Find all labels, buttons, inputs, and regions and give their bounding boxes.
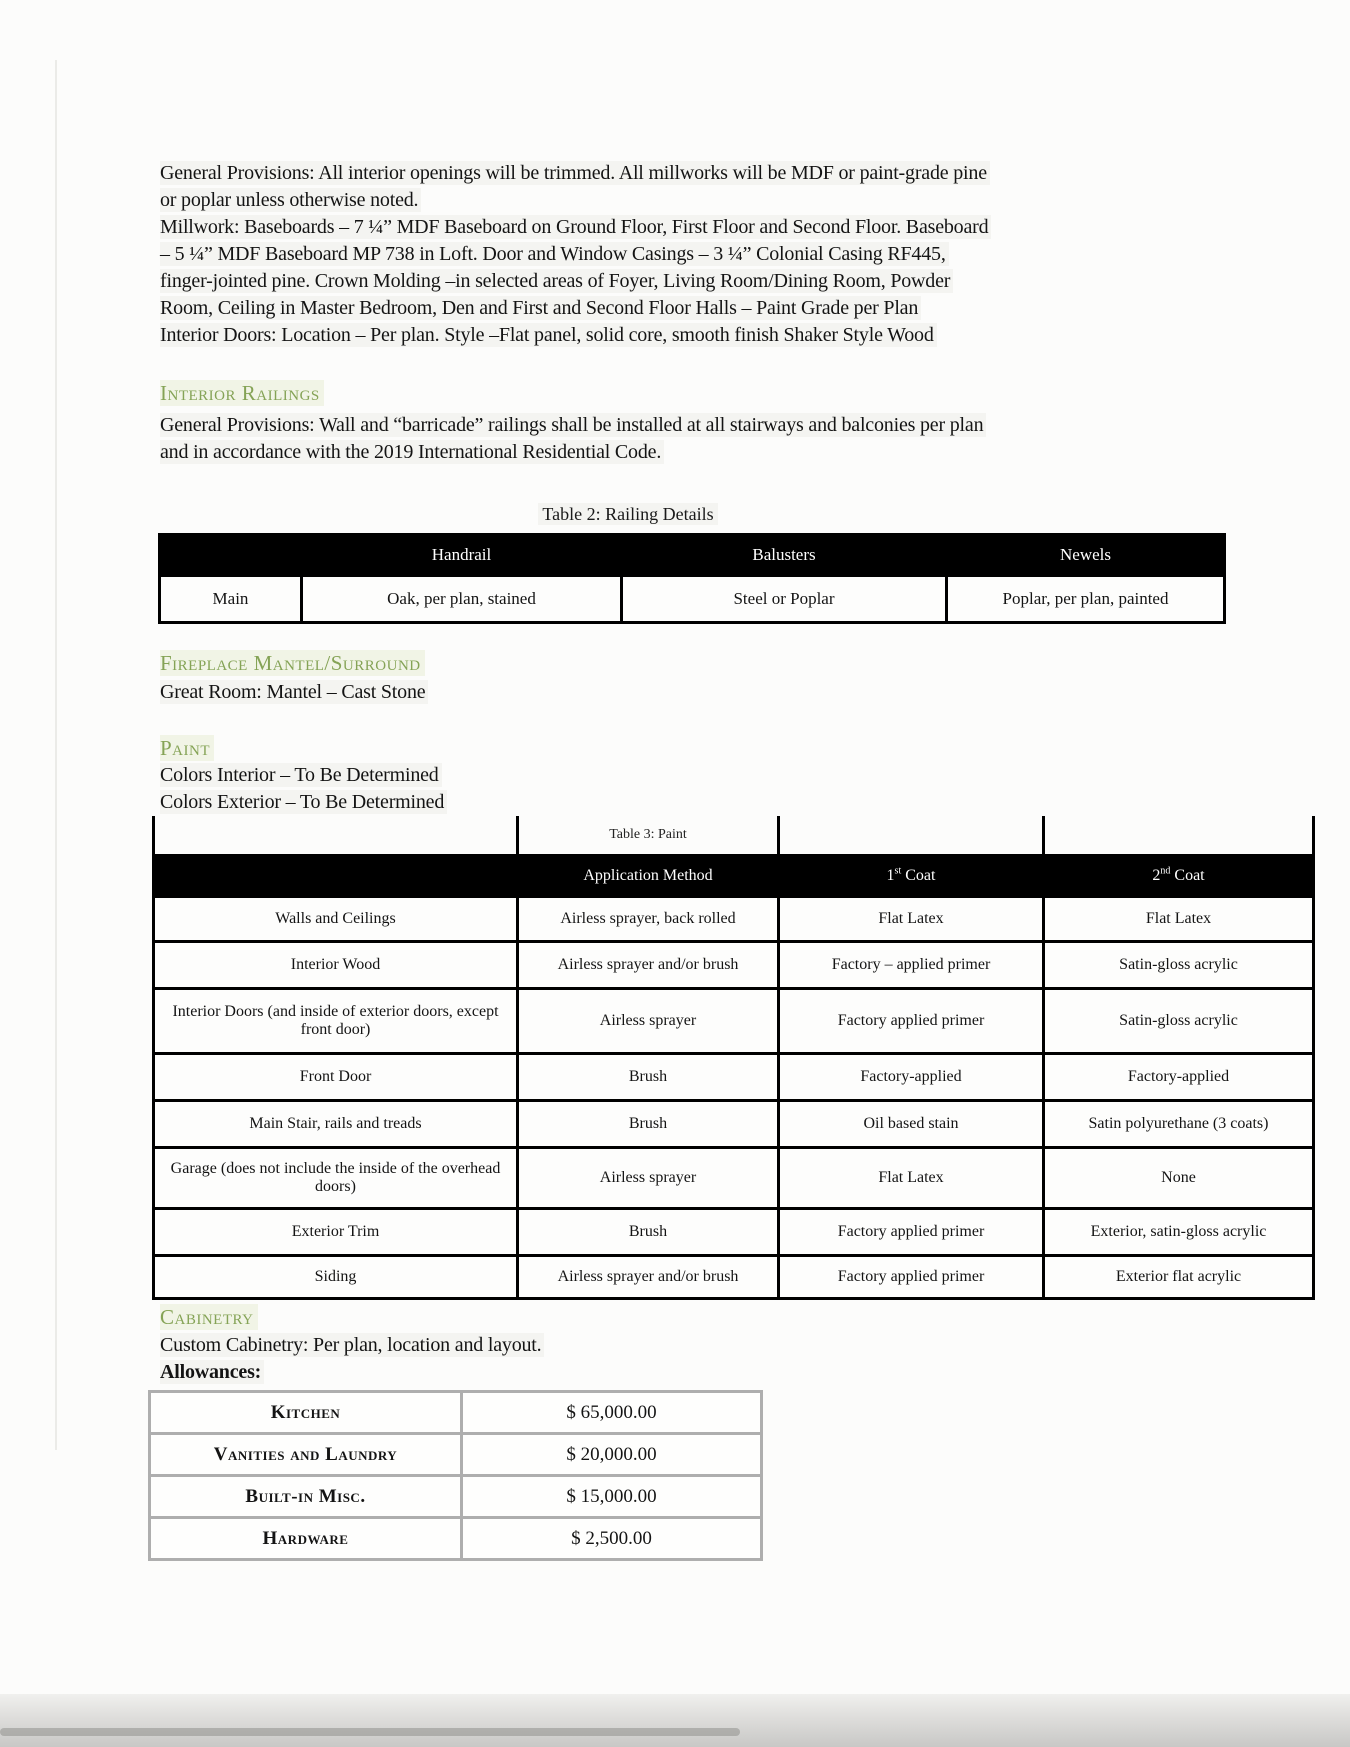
paint-table-caption-row	[154, 816, 1314, 856]
section-heading-interior-railings: Interior Railings	[160, 380, 324, 406]
paint-cell: Siding	[154, 1256, 518, 1299]
table-row	[154, 1209, 1314, 1256]
text-line: Allowances:	[160, 1359, 264, 1386]
table-row	[154, 989, 1314, 1054]
allowance-amount: $ 15,000.00	[462, 1476, 762, 1518]
paint-cell: Brush	[518, 1209, 779, 1256]
paint-header-second-coat: 2nd Coat	[1044, 856, 1314, 897]
paint-cell: Flat Latex	[779, 1148, 1044, 1209]
paint-table-header-row	[154, 856, 1314, 897]
paint-header-application-method: Application Method	[518, 856, 779, 897]
table-row	[154, 1054, 1314, 1101]
allowance-item: Hardware	[150, 1518, 462, 1560]
paint-cell: Factory-applied	[779, 1054, 1044, 1101]
table-row	[150, 1392, 762, 1434]
paint-cell: Exterior Trim	[154, 1209, 518, 1256]
paint-cell: Walls and Ceilings	[154, 897, 518, 942]
caption-blank	[154, 816, 518, 856]
allowances-table	[148, 1390, 763, 1561]
table-row	[154, 1148, 1314, 1209]
paint-cell: Flat Latex	[779, 897, 1044, 942]
cabinetry-paragraph	[160, 1332, 544, 1359]
text-line: Colors Interior – To Be Determined	[160, 762, 447, 789]
allowance-amount: $ 2,500.00	[462, 1518, 762, 1560]
paint-cell: Factory-applied	[1044, 1054, 1314, 1101]
paint-cell: Oil based stain	[779, 1101, 1044, 1148]
text-line: Custom Cabinetry: Per plan, location and layout.	[160, 1332, 544, 1359]
paint-header-blank	[154, 856, 518, 897]
table-row	[160, 576, 1225, 623]
text-line: Interior Doors: Location – Per plan. Style –Flat panel, solid core, smooth finish Shaker Style Wood	[160, 322, 991, 349]
allowance-amount: $ 20,000.00	[462, 1434, 762, 1476]
paint-cell: Main Stair, rails and treads	[154, 1101, 518, 1148]
paint-cell: Exterior flat acrylic	[1044, 1256, 1314, 1299]
paint-cell: Factory applied primer	[779, 989, 1044, 1054]
allowance-amount: $ 65,000.00	[462, 1392, 762, 1434]
fireplace-paragraph	[160, 679, 428, 706]
scan-bottom-smudge	[0, 1728, 740, 1736]
text-line: Millwork: Baseboards – 7 ¼” MDF Baseboard on Ground Floor, First Floor and Second Floor. Baseboard	[160, 214, 991, 241]
railing-table-header-row	[160, 535, 1225, 576]
table-row	[150, 1476, 762, 1518]
paint-table	[152, 816, 1315, 1300]
scan-edge-artifact	[55, 60, 57, 1450]
allowance-item: Kitchen	[150, 1392, 462, 1434]
paint-cell: Interior Wood	[154, 942, 518, 989]
railing-table-caption: Table 2: Railing Details	[158, 503, 1098, 525]
paint-cell: None	[1044, 1148, 1314, 1209]
paint-cell: Brush	[518, 1101, 779, 1148]
railing-cell: Steel or Poplar	[622, 576, 947, 623]
railing-table	[158, 533, 1226, 624]
railing-header-newels: Newels	[947, 535, 1225, 576]
scan-bottom-band	[0, 1694, 1350, 1747]
table-row	[150, 1518, 762, 1560]
table-row	[154, 1101, 1314, 1148]
paint-cell: Factory applied primer	[779, 1256, 1044, 1299]
text-line: – 5 ¼” MDF Baseboard MP 738 in Loft. Door and Window Casings – 3 ¼” Colonial Casing RF445,	[160, 241, 991, 268]
railing-cell: Poplar, per plan, painted	[947, 576, 1225, 623]
intro-paragraph	[160, 160, 991, 349]
paint-cell: Interior Doors (and inside of exterior doors, except front door)	[154, 989, 518, 1054]
text-line: General Provisions: Wall and “barricade” railings shall be installed at all stairways and balconies per plan	[160, 412, 986, 439]
paint-table-caption: Table 3: Paint	[518, 816, 779, 856]
interior-railings-paragraph	[160, 412, 986, 466]
caption-blank	[1044, 816, 1314, 856]
paint-cell: Airless sprayer	[518, 989, 779, 1054]
railing-header-blank	[160, 535, 302, 576]
paint-cell: Airless sprayer	[518, 1148, 779, 1209]
text-line: or poplar unless otherwise noted.	[160, 187, 991, 214]
caption-blank	[779, 816, 1044, 856]
railing-cell: Main	[160, 576, 302, 623]
paint-cell: Satin-gloss acrylic	[1044, 989, 1314, 1054]
text-line: and in accordance with the 2019 International Residential Code.	[160, 439, 986, 466]
paint-cell: Flat Latex	[1044, 897, 1314, 942]
paint-cell: Factory – applied primer	[779, 942, 1044, 989]
paint-cell: Airless sprayer and/or brush	[518, 1256, 779, 1299]
text-line: Great Room: Mantel – Cast Stone	[160, 679, 428, 706]
table-row	[154, 1256, 1314, 1299]
allowance-item: Vanities and Laundry	[150, 1434, 462, 1476]
text-line: finger-jointed pine. Crown Molding –in selected areas of Foyer, Living Room/Dining Room, Powder	[160, 268, 991, 295]
paint-cell: Satin-gloss acrylic	[1044, 942, 1314, 989]
text-line: Colors Exterior – To Be Determined	[160, 789, 447, 816]
railing-header-handrail: Handrail	[302, 535, 622, 576]
section-heading-paint: Paint	[160, 735, 214, 761]
paint-cell: Factory applied primer	[779, 1209, 1044, 1256]
section-heading-fireplace: Fireplace Mantel/Surround	[160, 650, 425, 676]
paint-cell: Airless sprayer and/or brush	[518, 942, 779, 989]
railing-header-balusters: Balusters	[622, 535, 947, 576]
table-row	[154, 942, 1314, 989]
paint-cell: Exterior, satin-gloss acrylic	[1044, 1209, 1314, 1256]
paint-cell: Airless sprayer, back rolled	[518, 897, 779, 942]
paint-cell: Satin polyurethane (3 coats)	[1044, 1101, 1314, 1148]
paint-cell: Brush	[518, 1054, 779, 1101]
railing-cell: Oak, per plan, stained	[302, 576, 622, 623]
table-row	[150, 1434, 762, 1476]
allowance-item: Built-in Misc.	[150, 1476, 462, 1518]
text-line: Room, Ceiling in Master Bedroom, Den and First and Second Floor Halls – Paint Grade per Plan	[160, 295, 991, 322]
paint-cell: Garage (does not include the inside of the overhead doors)	[154, 1148, 518, 1209]
paint-header-first-coat: 1st Coat	[779, 856, 1044, 897]
table-row	[154, 897, 1314, 942]
paint-cell: Front Door	[154, 1054, 518, 1101]
section-heading-cabinetry: Cabinetry	[160, 1304, 258, 1330]
allowances-label	[160, 1359, 264, 1386]
paint-paragraph	[160, 762, 447, 816]
text-line: General Provisions: All interior openings will be trimmed. All millworks will be MDF or paint-grade pine	[160, 160, 991, 187]
